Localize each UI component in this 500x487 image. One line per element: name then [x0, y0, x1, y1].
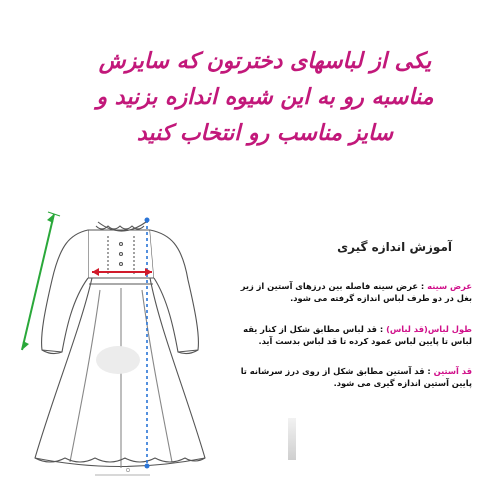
- guide-item-chest: عرض سینه : عرض سینه فاصله بین درزهای آستین از زیر بغل در دو طرف لباس اندازه گرفته می شود.: [240, 281, 472, 303]
- headline-line-3: سایز مناسب رو انتخاب کنید: [136, 121, 394, 146]
- headline-line-1: یکی از لباسهای دخترتون که سایزش: [98, 49, 432, 74]
- headline: [60, 44, 470, 152]
- guide-item-label: قد آستین: [433, 366, 472, 376]
- guide-item-text: قد لباس مطابق شکل از کنار یقه لباس تا پایین لباس عمود کرده تا قد لباس بدست آید.: [243, 324, 472, 346]
- headline-line-2: مناسبه رو به این شیوه اندازه بزنید و: [96, 85, 434, 110]
- guide-item-sleeve: قد آستین : قد آستین مطابق شکل از روی درز سرشانه تا پایین آستین اندازه گیری می شود.: [240, 366, 472, 388]
- guide-title: آموزش اندازه گیری: [337, 240, 452, 254]
- guide-item-text: عرض سینه فاصله بین درزهای آستین از زیر بغل در دو طرف لباس اندازه گرفته می شود.: [240, 281, 472, 303]
- guide-item-label: طول لباس(قد لباس): [386, 324, 472, 334]
- watermark-swatch: [288, 418, 296, 460]
- guide-item-length: طول لباس(قد لباس) : قد لباس مطابق شکل از کنار یقه لباس تا پایین لباس عمود کرده تا قد لباس بدست آید.: [243, 324, 472, 346]
- guide-item-label: عرض سینه: [427, 281, 472, 291]
- dress-measurement-illustration: [0, 200, 240, 487]
- guide-item-text: قد آستین مطابق شکل از روی درز سرشانه تا پایین آستین اندازه گیری می شود.: [240, 366, 472, 388]
